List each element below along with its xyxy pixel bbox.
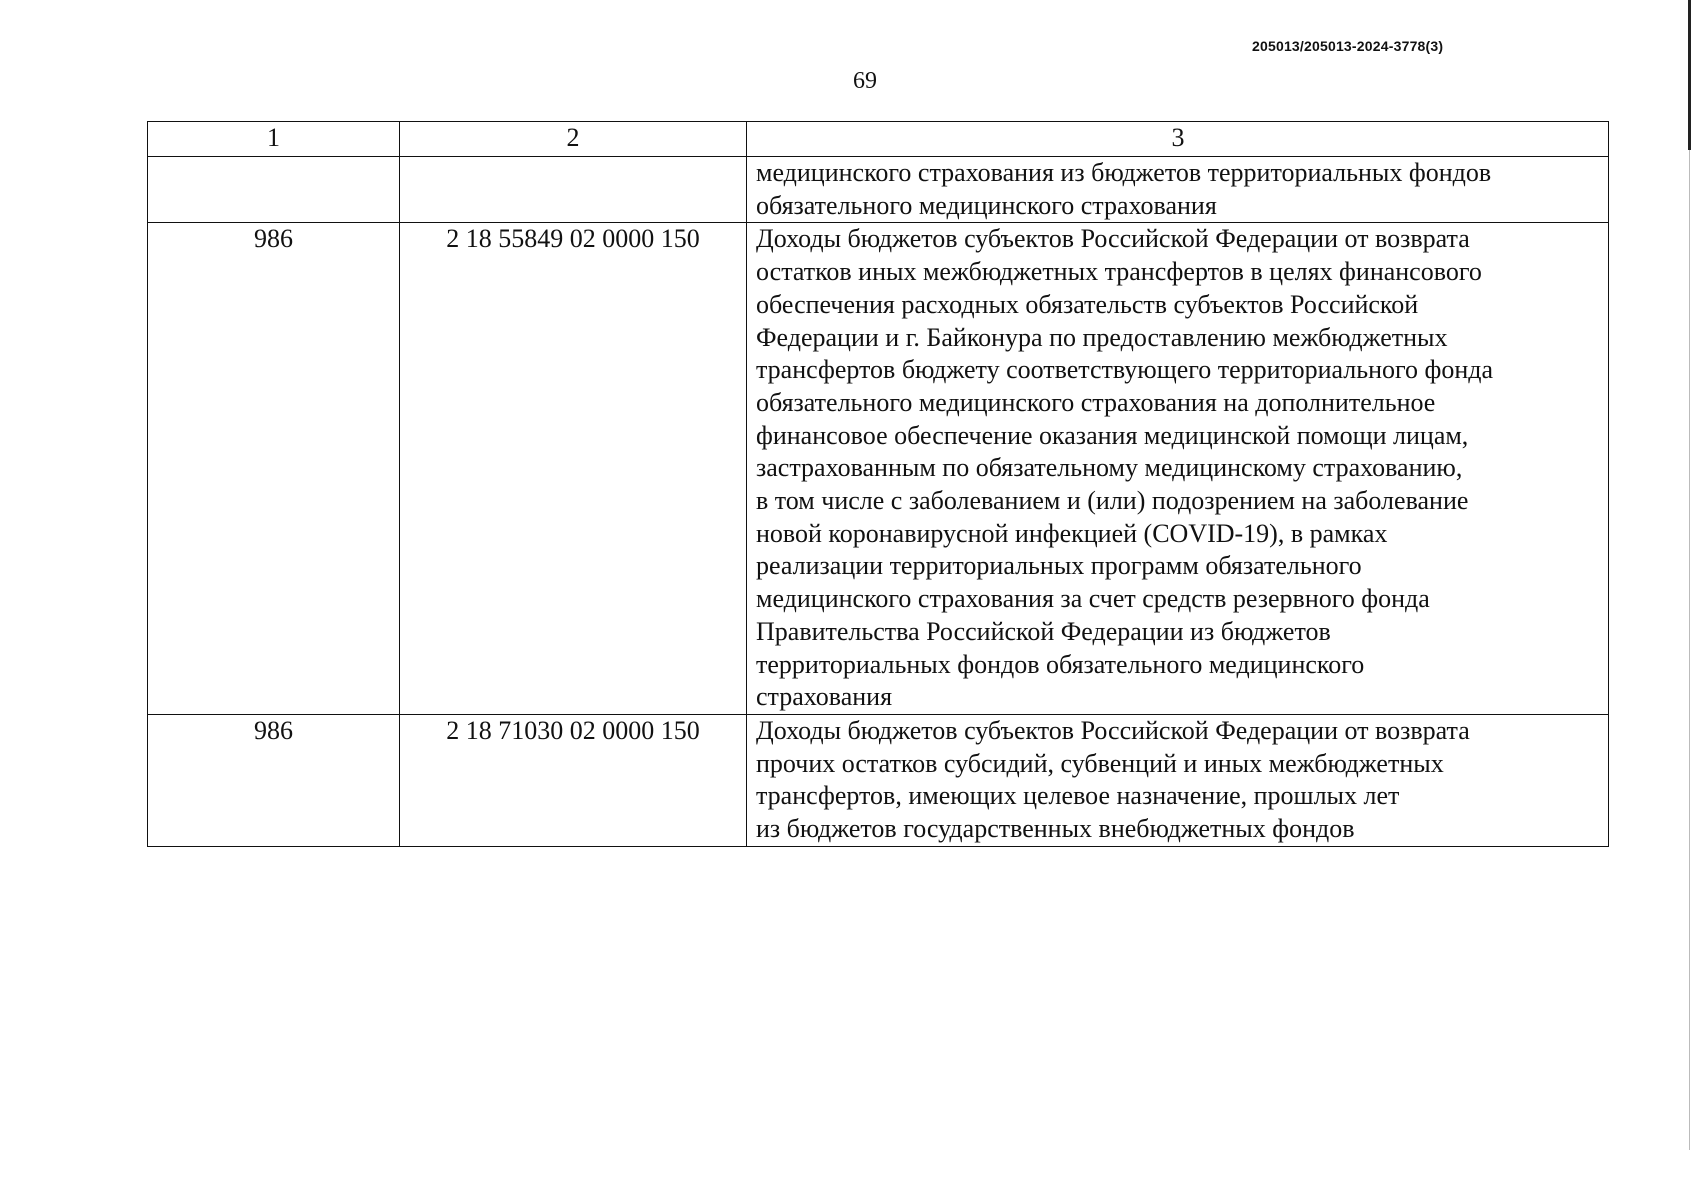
column-header-2: 2 <box>400 122 747 157</box>
document-id: 205013/205013-2024-3778(3) <box>1252 38 1444 54</box>
admin-code-cell <box>148 157 400 223</box>
table-row <box>148 157 1609 223</box>
budget-code-cell <box>400 157 747 223</box>
column-header-1: 1 <box>148 122 400 157</box>
budget-code-cell: 2 18 55849 02 0000 150 <box>400 223 747 715</box>
budget-classification-table <box>147 121 1609 847</box>
page-number: 69 <box>853 68 877 94</box>
admin-code-cell: 986 <box>148 223 400 715</box>
table-row <box>148 714 1609 846</box>
column-header-3: 3 <box>747 122 1609 157</box>
description-cell: Доходы бюджетов субъектов Российской Федерации от возврата прочих остатков субсидий, субвенций и иных межбюджетных трансфертов, имеющих целевое назначение, прошлых лет из бюджетов государственных внебюджетных фондов <box>747 714 1609 846</box>
budget-code-cell: 2 18 71030 02 0000 150 <box>400 714 747 846</box>
table-row <box>148 223 1609 715</box>
description-cell: медицинского страхования из бюджетов территориальных фондов обязательного медицинского страхования <box>747 157 1609 223</box>
admin-code-cell: 986 <box>148 714 400 846</box>
description-cell: Доходы бюджетов субъектов Российской Федерации от возврата остатков иных межбюджетных трансфертов в целях финансового обеспечения расходных обязательств субъектов Российской Федерации и г. Байконура по предоставлению межбюджетных трансфертов бюджету соответствующего территориального фонда обязательного медицинского страхования на дополнительное финансовое обеспечение оказания медицинской помощи лицам, застрахованным по обязательному медицинскому страхованию, в том числе с заболеванием и (или) подозрением на заболевание новой коронавирусной инфекцией (COVID-19), в рамках реализации территориальных программ обязательного медицинского страхования за счет средств резервного фонда Правительства Российской Федерации из бюджетов территориальных фондов обязательного медицинского страхования <box>747 223 1609 715</box>
table-header-row <box>148 122 1609 157</box>
scan-edge-shadow <box>1689 150 1690 1150</box>
